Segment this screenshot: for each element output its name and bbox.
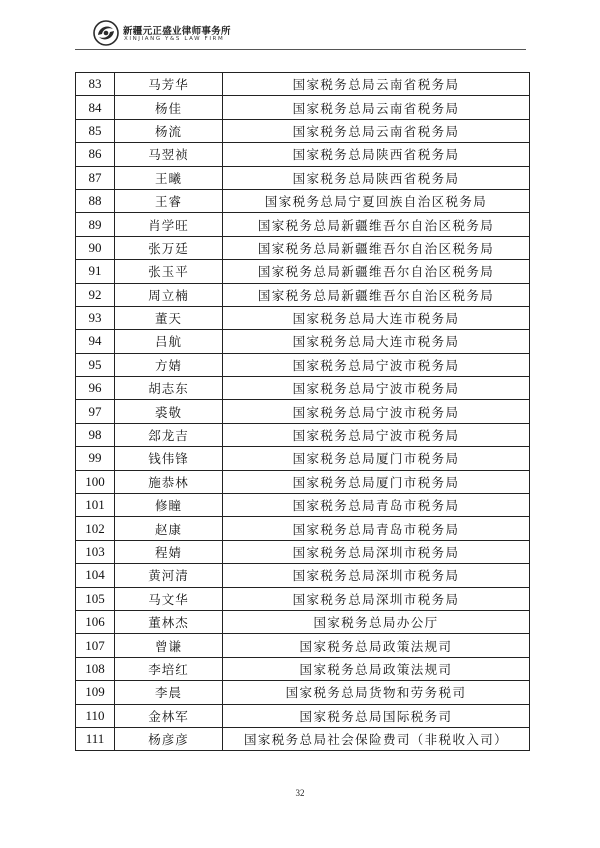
row-number-cell: 96 bbox=[76, 377, 115, 400]
page-number: 32 bbox=[295, 788, 305, 798]
table-row bbox=[76, 657, 530, 680]
row-number-cell: 94 bbox=[76, 330, 115, 353]
row-number-cell: 105 bbox=[76, 587, 115, 610]
row-number-cell: 89 bbox=[76, 213, 115, 236]
organization-cell: 国家税务总局厦门市税务局 bbox=[223, 470, 530, 493]
table-row bbox=[76, 681, 530, 704]
personnel-table-container bbox=[75, 72, 527, 751]
row-number-cell: 86 bbox=[76, 143, 115, 166]
table-row bbox=[76, 423, 530, 446]
organization-cell: 国家税务总局云南省税务局 bbox=[223, 96, 530, 119]
row-number-cell: 100 bbox=[76, 470, 115, 493]
table-row bbox=[76, 213, 530, 236]
person-name-cell: 马芳华 bbox=[115, 73, 223, 96]
row-number-cell: 108 bbox=[76, 657, 115, 680]
table-row bbox=[76, 260, 530, 283]
table-row bbox=[76, 377, 530, 400]
person-name-cell: 胡志东 bbox=[115, 377, 223, 400]
table-row bbox=[76, 400, 530, 423]
organization-cell: 国家税务总局新疆维吾尔自治区税务局 bbox=[223, 260, 530, 283]
organization-cell: 国家税务总局大连市税务局 bbox=[223, 306, 530, 329]
table-row bbox=[76, 236, 530, 259]
person-name-cell: 施恭林 bbox=[115, 470, 223, 493]
row-number-cell: 110 bbox=[76, 704, 115, 727]
row-number-cell: 83 bbox=[76, 73, 115, 96]
header-divider bbox=[75, 49, 526, 50]
table-row bbox=[76, 330, 530, 353]
row-number-cell: 87 bbox=[76, 166, 115, 189]
table-row bbox=[76, 189, 530, 212]
organization-cell: 国家税务总局新疆维吾尔自治区税务局 bbox=[223, 283, 530, 306]
table-row bbox=[76, 564, 530, 587]
organization-cell: 国家税务总局深圳市税务局 bbox=[223, 587, 530, 610]
row-number-cell: 92 bbox=[76, 283, 115, 306]
organization-cell: 国家税务总局厦门市税务局 bbox=[223, 447, 530, 470]
organization-cell: 国家税务总局陕西省税务局 bbox=[223, 166, 530, 189]
organization-cell: 国家税务总局宁夏回族自治区税务局 bbox=[223, 189, 530, 212]
person-name-cell: 程婧 bbox=[115, 540, 223, 563]
firm-name-cn: 新疆元正盛业律师事务所 bbox=[123, 26, 231, 37]
organization-cell: 国家税务总局社会保险费司（非税收入司） bbox=[223, 727, 530, 750]
person-name-cell: 金林军 bbox=[115, 704, 223, 727]
person-name-cell: 曾谦 bbox=[115, 634, 223, 657]
person-name-cell: 董天 bbox=[115, 306, 223, 329]
row-number-cell: 101 bbox=[76, 494, 115, 517]
organization-cell: 国家税务总局政策法规司 bbox=[223, 634, 530, 657]
organization-cell: 国家税务总局深圳市税务局 bbox=[223, 564, 530, 587]
row-number-cell: 85 bbox=[76, 119, 115, 142]
person-name-cell: 李晨 bbox=[115, 681, 223, 704]
organization-cell: 国家税务总局政策法规司 bbox=[223, 657, 530, 680]
table-row bbox=[76, 119, 530, 142]
row-number-cell: 104 bbox=[76, 564, 115, 587]
person-name-cell: 马文华 bbox=[115, 587, 223, 610]
row-number-cell: 102 bbox=[76, 517, 115, 540]
table-row bbox=[76, 727, 530, 750]
organization-cell: 国家税务总局宁波市税务局 bbox=[223, 353, 530, 376]
organization-cell: 国家税务总局宁波市税务局 bbox=[223, 423, 530, 446]
page-header bbox=[75, 16, 526, 50]
firm-name-en: XINJIANG Y&S LAW FIRM bbox=[124, 36, 225, 42]
row-number-cell: 91 bbox=[76, 260, 115, 283]
row-number-cell: 106 bbox=[76, 610, 115, 633]
organization-cell: 国家税务总局青岛市税务局 bbox=[223, 517, 530, 540]
person-name-cell: 郐龙吉 bbox=[115, 423, 223, 446]
organization-cell: 国家税务总局办公厅 bbox=[223, 610, 530, 633]
personnel-table bbox=[75, 72, 530, 751]
table-row bbox=[76, 143, 530, 166]
row-number-cell: 98 bbox=[76, 423, 115, 446]
row-number-cell: 103 bbox=[76, 540, 115, 563]
person-name-cell: 肖学旺 bbox=[115, 213, 223, 236]
person-name-cell: 张玉平 bbox=[115, 260, 223, 283]
table-row bbox=[76, 610, 530, 633]
table-row bbox=[76, 517, 530, 540]
organization-cell: 国家税务总局陕西省税务局 bbox=[223, 143, 530, 166]
table-row bbox=[76, 283, 530, 306]
row-number-cell: 84 bbox=[76, 96, 115, 119]
table-row bbox=[76, 166, 530, 189]
person-name-cell: 修瞳 bbox=[115, 494, 223, 517]
organization-cell: 国家税务总局新疆维吾尔自治区税务局 bbox=[223, 213, 530, 236]
person-name-cell: 李培红 bbox=[115, 657, 223, 680]
row-number-cell: 109 bbox=[76, 681, 115, 704]
person-name-cell: 张万廷 bbox=[115, 236, 223, 259]
person-name-cell: 王曦 bbox=[115, 166, 223, 189]
row-number-cell: 97 bbox=[76, 400, 115, 423]
row-number-cell: 99 bbox=[76, 447, 115, 470]
person-name-cell: 马翌祯 bbox=[115, 143, 223, 166]
person-name-cell: 钱伟锋 bbox=[115, 447, 223, 470]
table-row bbox=[76, 470, 530, 493]
table-row bbox=[76, 540, 530, 563]
person-name-cell: 周立楠 bbox=[115, 283, 223, 306]
table-row bbox=[76, 634, 530, 657]
table-row bbox=[76, 353, 530, 376]
person-name-cell: 赵康 bbox=[115, 517, 223, 540]
table-row bbox=[76, 73, 530, 96]
row-number-cell: 111 bbox=[76, 727, 115, 750]
row-number-cell: 107 bbox=[76, 634, 115, 657]
table-row bbox=[76, 96, 530, 119]
personnel-table-body bbox=[76, 73, 530, 751]
person-name-cell: 杨佳 bbox=[115, 96, 223, 119]
organization-cell: 国家税务总局青岛市税务局 bbox=[223, 494, 530, 517]
row-number-cell: 95 bbox=[76, 353, 115, 376]
organization-cell: 国家税务总局深圳市税务局 bbox=[223, 540, 530, 563]
swirl-logo-icon bbox=[93, 20, 119, 46]
person-name-cell: 杨彦彦 bbox=[115, 727, 223, 750]
table-row bbox=[76, 704, 530, 727]
person-name-cell: 黄河清 bbox=[115, 564, 223, 587]
row-number-cell: 90 bbox=[76, 236, 115, 259]
person-name-cell: 杨流 bbox=[115, 119, 223, 142]
person-name-cell: 裘敬 bbox=[115, 400, 223, 423]
organization-cell: 国家税务总局云南省税务局 bbox=[223, 73, 530, 96]
table-row bbox=[76, 447, 530, 470]
organization-cell: 国家税务总局宁波市税务局 bbox=[223, 377, 530, 400]
organization-cell: 国家税务总局国际税务司 bbox=[223, 704, 530, 727]
organization-cell: 国家税务总局新疆维吾尔自治区税务局 bbox=[223, 236, 530, 259]
table-row bbox=[76, 494, 530, 517]
person-name-cell: 吕航 bbox=[115, 330, 223, 353]
table-row bbox=[76, 587, 530, 610]
person-name-cell: 董林杰 bbox=[115, 610, 223, 633]
organization-cell: 国家税务总局宁波市税务局 bbox=[223, 400, 530, 423]
organization-cell: 国家税务总局大连市税务局 bbox=[223, 330, 530, 353]
table-row bbox=[76, 306, 530, 329]
person-name-cell: 方婧 bbox=[115, 353, 223, 376]
row-number-cell: 88 bbox=[76, 189, 115, 212]
person-name-cell: 王睿 bbox=[115, 189, 223, 212]
row-number-cell: 93 bbox=[76, 306, 115, 329]
organization-cell: 国家税务总局云南省税务局 bbox=[223, 119, 530, 142]
organization-cell: 国家税务总局货物和劳务税司 bbox=[223, 681, 530, 704]
